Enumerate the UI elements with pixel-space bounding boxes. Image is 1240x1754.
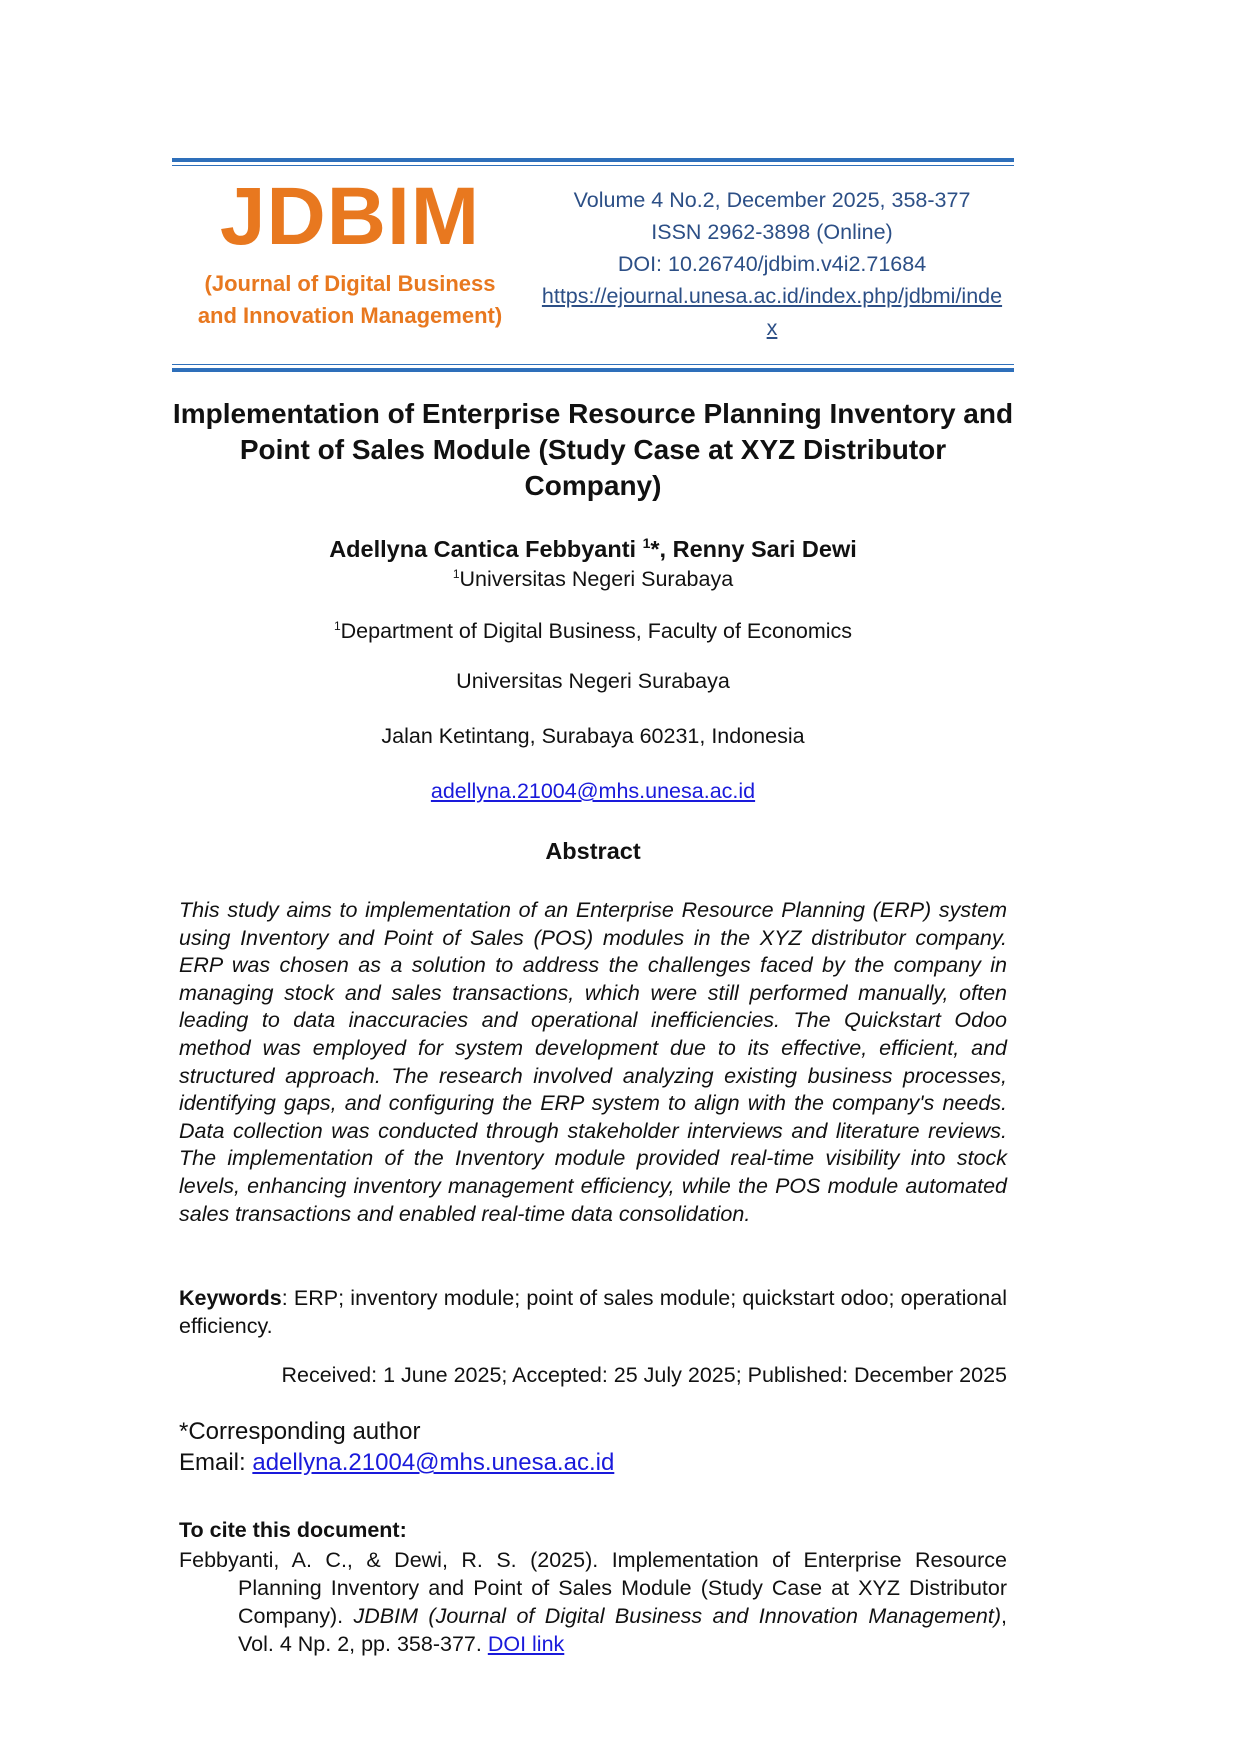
- citation-heading: To cite this document:: [179, 1518, 407, 1542]
- corresponding-label: *Corresponding author: [179, 1418, 421, 1445]
- author-1: Adellyna Cantica Febbyanti: [329, 535, 643, 562]
- affiliation-university-text: Universitas Negeri Surabaya: [459, 567, 734, 592]
- author-line: [172, 528, 1014, 564]
- affiliation-university: [172, 560, 1014, 593]
- journal-full-name-line2: and Innovation Management): [197, 303, 503, 328]
- citation-text: [179, 1546, 1007, 1658]
- citation-journal: JDBIM (Journal of Digital Business and Innovation Management): [353, 1604, 1002, 1628]
- citation-authors-title: Febbyanti, A. C., & Dewi, R. S. (2025). Implementation of Enterprise Resource Planning Inventory and Point of Sales Module (Study Case at XYZ Distributor Company).: [179, 1548, 1007, 1628]
- doi-link[interactable]: DOI link: [487, 1632, 565, 1656]
- affiliation-sup: 1: [452, 567, 460, 581]
- corresponding-email-link[interactable]: adellyna.21004@mhs.unesa.ac.id: [252, 1449, 615, 1476]
- issn-info: ISSN 2962-3898 (Online): [651, 220, 893, 244]
- affiliation-address: Jalan Ketintang, Surabaya 60231, Indonesia: [381, 724, 805, 748]
- affiliation-department-text: Department of Digital Business, Faculty of Economics: [340, 619, 853, 644]
- journal-full-name-line1: (Journal of Digital Business: [204, 271, 496, 296]
- keywords-text: : ERP; inventory module; point of sales module; quickstart odoo; operational efficiency.: [179, 1286, 1007, 1338]
- email-label: Email:: [179, 1449, 253, 1476]
- corresponding-author: [179, 1416, 614, 1478]
- journal-meta: [538, 184, 1006, 344]
- affiliation-email: [172, 777, 1014, 805]
- volume-info: Volume 4 No.2, December 2025, 358-377: [573, 188, 971, 212]
- citation-volume: , Vol. 4 Np. 2, pp. 358-377.: [238, 1604, 1007, 1656]
- affiliation-department: [172, 612, 1014, 645]
- abstract-text: This study aims to implementation of an Enterprise Resource Planning (ERP) system using Inventory and Point of Sales (POS) modules in the XYZ distributor company. ERP was chosen as a solution to address the challenges faced by the company in managing stock and sales transactions, which were still performed manually, often leading to data inaccuracies and operational inefficiencies. The Quickstart Odoo method was employed for system development due to its effective, efficient, and structured approach. The research involved analyzing existing business processes, identifying gaps, and configuring the ERP system to align with the company's needs. Data collection was conducted through stakeholder interviews and literature reviews. The implementation of the Inventory module provided real-time visibility into stock levels, enhancing inventory management efficiency, while the POS module automated sales transactions and enabled real-time data consolidation.: [179, 898, 1007, 1226]
- affiliation-university-2: Universitas Negeri Surabaya: [456, 669, 730, 693]
- keywords-label: Keywords: [179, 1286, 282, 1310]
- author-2: Renny Sari Dewi: [672, 535, 857, 562]
- abstract-heading: Abstract: [545, 838, 641, 864]
- journal-full-name: [172, 268, 528, 332]
- header-bottom-rule: [172, 364, 1014, 372]
- keywords: [179, 1284, 1007, 1340]
- journal-logo: [172, 172, 528, 332]
- journal-abbrev: JDBIM: [219, 171, 481, 262]
- corresponding-email: [179, 1447, 614, 1478]
- article-dates: Received: 1 June 2025; Accepted: 25 July 2025; Published: December 2025: [281, 1363, 1007, 1387]
- corresponding-mark: *,: [650, 535, 673, 562]
- author-email-link[interactable]: adellyna.21004@mhs.unesa.ac.id: [430, 779, 756, 803]
- affiliation-sup: 1: [333, 619, 341, 633]
- journal-url-link[interactable]: https://ejournal.unesa.ac.id/index.php/jdbmi/index: [541, 284, 1003, 340]
- article-title: Implementation of Enterprise Resource Planning Inventory and Point of Sales Module (Study Case at XYZ Distributor Company): [172, 398, 1014, 501]
- doi-info: DOI: 10.26740/jdbim.v4i2.71684: [617, 252, 927, 276]
- header-top-rule: [172, 158, 1014, 166]
- author-1-affil-sup: 1: [642, 535, 651, 551]
